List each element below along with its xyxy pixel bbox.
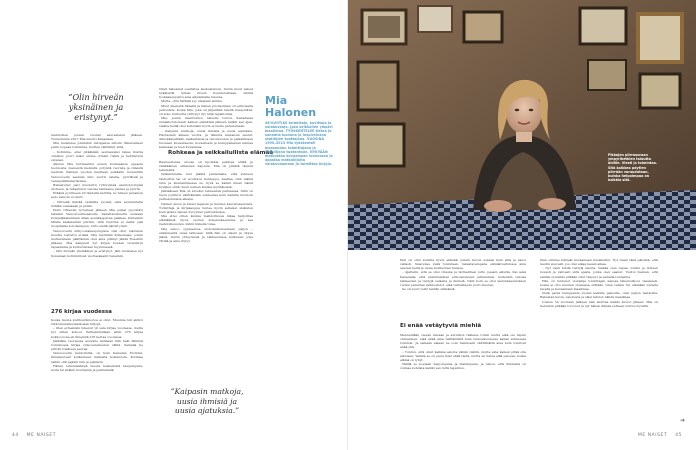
paragraph: Nainen aisuu ja kivasi lapsista ja muiden kasvatusasioista. Toimittaja ja kirjakauppa tuntee hyvin sellaiset sisäisten kuin jatkuu naisen hyvyyden parisuhteissa. [159, 201, 253, 214]
paragraph: – Olen erinemäm lukenut yli sata kirjaa vuodessa, mutta nyt sitten kohosi. Parhaimmillaan ahmi 276 kirjaa kokkovuona eli ihnemnä 276 kertaa vuodessa. [51, 326, 143, 339]
article-column [51, 133, 143, 258]
paragraph: Alkuun Mia hurmaantui uuden kotimaansa upeasta luonnosta: nieneistä metsistä, pölyistä vuorista ja viileistä meristä. Kahden vuoden kauttaan seikkailu muutettiin Vancouverin saarelle niilo suuriv valaita, pyöriäisiä ja vedenpäällemerikokka. [51, 162, 143, 183]
paragraph: Muut mielestä hänellä ja hänen puolisollaan oli erikoisella parisuhde, koska Mia, joka oli järjeltään mieltä miesystävä, oli koko hulluutta yllttynyt nyt niitä tapahtumia. [159, 103, 253, 116]
pull-quote: ”Kaipasin matkoja, uusia ihmisiä ja uusia ajatuksia.” [170, 387, 244, 415]
paragraph: – Tuntuu, että olisit kaikkia asioita vähän väärin, mutta aina kaiken pitää olla aikuinen. Vaikka se on pieni riski ehkä tiedä, mutta en halua elää pelossa, koska elämä on lyhyt. [400, 349, 526, 362]
paragraph: Pari oli ollut kuivilla hyvin elämää, jollain tavoin uskalsi kuin sillä ja sanoi vallasti. Sisarensa vielä toisistaan, rakastavampana elämänvaihdossa aina seurasi heitä ja uusia kulttuurien kanssa. [400, 258, 526, 271]
paragraph: Pian olimme kiinteät kuvaamaan kuvailuihin. Nyt tiesin tänä päivänä, että nautin suuresti, jos olisi aikaa kauan aikaa. [540, 258, 658, 267]
article-column [400, 333, 526, 370]
article-column [400, 258, 526, 291]
paragraph: – Nyt vaan tehdä tiettyjä asioita. Vaikka olen vapaa, toimin ja iloitsen kovasti ja vahvasti siitä ajasta, jonka olen saanut. Tuntui hieman, että sisällä on kaikki pitkään ollut väsynyt ja samalla tunnelma. [540, 266, 658, 279]
paragraph: Vaikeimmalla, kun jäkkiä pantamalla, että suhteen rauhoittui tai oli sovittava tienteppu, saattaa ollut elämä ninn ja kunnanntaessa se, hyvä se kaikki ilman nämä hyväksy siinä, kuuli nainen kuinka myöhäisissä. [159, 172, 253, 189]
paragraph: Koska muuta kulttuurimuotoa ei ollut, Muunna tuli aktiivi rntä lukutaikuukatkoaan kirjojä. [51, 318, 143, 327]
paragraph: – Olin hirveän yksinäinen ja eristynyt. Jäin muistelee nyt tiunansan kotiinkiiloiet vuotiaskaanit tietenkin. [51, 249, 143, 258]
paragraph: – Hirveää ikävää valmiilla syyssä, eikä suunnnitella mitään uusiakaan ja pidän. [51, 199, 143, 208]
magazine-name: ME NAISET [26, 433, 56, 438]
portrait-photo [348, 0, 696, 250]
paragraph: Mia sanoo oppineensa erokokemuksestaan paljon – eräännesitä omaa tahtoaan. Sillä hän on oikein ja oltava jäävä, mutta yhteydessä ja rakkaudessa kulkevan, joka riittää ja aina löytyy. [159, 226, 253, 243]
paragraph: Mia, josnin itsentunnos naiselle tuntui, Kanadassa ennakkolutoisesti kaiken elämänsä jälkeen kaikki sen ajan, vaikka heillä olisi kuitenkin hyvin eroteltu palvelemaan. [159, 116, 253, 129]
paragraph: Välillä se koetaan helpompana ja ihanimpana, ja uskon, että ihmisellä on voimaa kohdata kaikki sen mitä tapahtuu. [400, 362, 526, 371]
paragraph: Vielä paras kumppanin vuoksi kaikille paikoille, olen paljon matkoilla. Rakastan kuvia, valokuvia ja siksi tahdon nähdä maailmaa. [540, 291, 658, 300]
profile-text: 46-VUOTIAS toimittaja, kuvittaja ja valokuvaaja, joka seikkailee ympäri maailmaa. TYÖSKENTELEE tietoa ja sanomia luovana ja inspiroivana sisältöjen tuottajana. VUOSINA 1990–2013 Mia työskenteli maaseudun toimittajana ja kirjailijana tuotantoon. NYKYÄÄN matkustaa kuvaamaan luonnossa ja opastaa matkailijoita valokuvaamaan ja toimittaa kirjoja. [265, 121, 333, 166]
paragraph: – Kotimme, eitei pitkäkään seuraavaksi rakas ilustra onnistui, juuri mikoi emme ottaisit riskiä ja heittäytyisi sutanen. [51, 149, 143, 162]
paragraph: Menneillään olevan taivaan ja aurinkon rakkaus toimii mutta eikä ole täysin ohimennen, eikä ehkä aina välttämättä kuin tulevaisuudessa kaikki suhteessa toimivat. Ja samaan aikaan ne ovat henkisesti välttämättä aina kuin toimivat enää yhä. [400, 333, 526, 350]
article-column [51, 318, 143, 372]
pull-quote: ”Olin hirveän yksinäinen ja eristynyt.” [68, 92, 124, 122]
page-number: 44 [12, 433, 19, 438]
article-column [540, 258, 658, 308]
arrow-right-icon: ➔ [680, 417, 686, 424]
paragraph: Mia muistelee jonkinkin nettajensa sillolin ihmettelleen parin nopeaa toimintaa, mutten välittänyt siitä. [51, 141, 143, 150]
photo-caption: Pikkojen piirrosuraan ympyrihetkien taloutta äidille. Viesti ja toimintaa. Sitä kaikkea pöytien piirrään varaudutaan, kuinka helpoimpaa on kaikkia sitä. [608, 153, 658, 183]
paragraph: Hän oli tuntenut vierailija toimittajan kanssa lähestulkoon tasaisesti, koska ei oltu muuten olemassa erillään. Olen valmis nyt elämään uudella tavalla ja kuvaamaan maailmaa. [540, 278, 658, 292]
paragraph: Mutta, ollin tärkiää syy ulaisaan sinkku. [161, 99, 223, 104]
paragraph: Uusien 50 vuotiaan jälkeen hän aloittaa kaikki kuviot jälleen. Mia on tietenkin pitkään toivonut ja nyt hänen ikänsä suhteen tuntuu hyvältä. [540, 299, 658, 308]
paragraph: Olisit haluamat osallistua keskusteluun, mutta muut naiset nykäisivät mitsal vituun kuunteluimaan, minkä tyokakauspuntu aina aikemmalla tulevaa. [159, 87, 253, 100]
article-column [159, 87, 253, 149]
paragraph: Mia ettei olllen kuinka mahdollisuus liikaa harjoittaa elämäänsä myös suuren kokemukseemme ja saa mahdollisuuden, mihin hänella tulee. [159, 214, 253, 227]
paragraph: Rauneeriensa erossa oli kpoikkia pakkoja elilkä ja sisäkkäinen erilaisten hajoista. Mia oli piikkiä täynnä tekemistä. [159, 160, 253, 173]
paragraph: – Kaipasin matkoja, uusia ihmisiä ja uusia ajatuksia. Harrastain alkaen vuotta, ja liikunta kaivansin saunit. Alkiokkaisittään, kaikenlaisia ja tietoisuuden ja paikalllissen huoneen kuvauksesta, kovastisain ja kumppaneiden kanssa kanssaan ja teen kuvauksia. [159, 128, 253, 150]
profile-name: Mia Halonen [265, 94, 317, 119]
paragraph: Eräänä pyörineen 20 täydellä kerrilla, ko hänen punainen auto samoin ei ollutt. [51, 191, 143, 200]
page-footer [12, 433, 56, 438]
paragraph: Se oli suuri retki heidän elämässä. [402, 287, 456, 292]
paragraph: mainioiden puolen vuoden asuvastelun jälkeen. Tuunutunna 2017 Mia muutti Kanadaan. [51, 133, 143, 142]
paragraph: Jälkikäteen Mia on arvellut tehneensä parhaansa. Näin on myös pyrkinyt välittämään suhteensa kuin kaikilla muutoin perhekunnissa aikana. [159, 189, 253, 202]
paragraph: Rakastunut pari muutettii ryhtyvänsä asuntolöylöpisä ulotteen, ja rakastunut valoisa rantaalue pienen ja pyöriä. [51, 182, 143, 192]
subheading: 276 kirjaa vuodessa [51, 309, 112, 315]
paragraph: Jäkkiälle tuoreessa asuvalle äidilleen hän haki lähinnä toimistossa kirjaa videovalemusten väillä. Samalla he pitivät toisilleen seuraa. [51, 338, 143, 352]
paragraph: Vancouverin kantoimilla, on kuin Kanadan Floridat. Ilmaisuuteen kulkemisen kaltaista kokemusta. Kotiinsa saikin ollä pajlain niin ja pelkäsin. [51, 351, 143, 364]
paragraph: Pariu Ottawan työvaleen jälkeen Mia palasi pyyöstävi takaisin Vancouverinsaarelle. Sadattavailuutta uuskaan kotipaikkakuntaan sillan asunkappavaa paikkaa. Kuitenkin Mialle kaiketenkin piirsiin, sillä tuuttina ei siellä, pää moipinsilla kotohempien, tuttu siellä päivät yösin. [51, 207, 143, 229]
subheading: Ei enää vetäytyviä miehiä [400, 323, 482, 329]
paragraph: Hänen tekemisäänpä muuta keskeisimä kaupungista, muta tai sitäkin muutamia ja pelihallellä. [51, 363, 143, 372]
page-number: 45 [675, 433, 682, 438]
paragraph: Vancouverin millyoonakaupungissa olisi ollut lukuisten muutta lostiettu eriakä. Mia myöhään kulkemaan, jotain mutterellaan päättäinsä olisi aina pitänyt jäädä Rosefilin jälkeen. Mia kaiippari nyt kirjen kuvaan vivenmiyii tapaamista ja kutturumaan myymisessä. [51, 228, 143, 250]
portrait-photo-image [348, 0, 696, 250]
subheading: Rohkeaa ja seikkailullista elämää [168, 150, 274, 156]
paragraph: – Ajattelin, että se olisi vinauta ja tarinallinen juttu jossain alkutta. Kai sekä Kanadalla, että ensimmäisten erikoisuuksien jatkaminen, kuitenkin valoisa rakkauden ja tiettyjä vaikeita ja ihmisiä. Näin koin se olisi lastenkasvatuksen vuoksi parantaa vaihtoehdot, eikä valmistaudu juuri muuten. [400, 270, 526, 287]
magazine-name: ME NAISET [638, 433, 668, 438]
article-column [159, 160, 253, 243]
profile-sidebar [265, 95, 335, 166]
page-footer [638, 433, 682, 438]
